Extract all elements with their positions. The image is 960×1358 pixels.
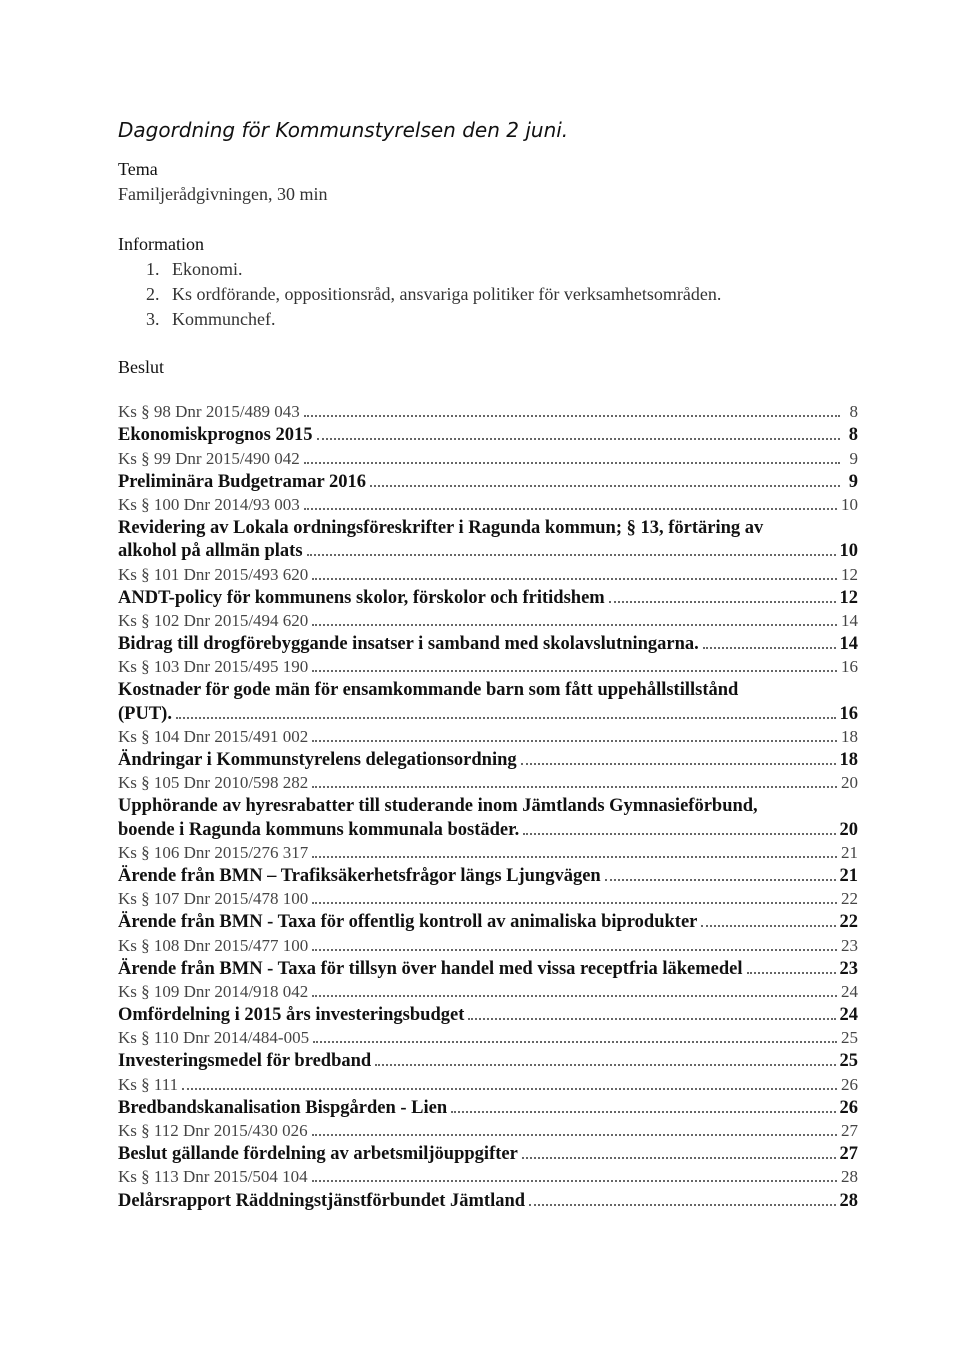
- toc-leader-dots: [312, 740, 837, 742]
- toc-leader-dots: [312, 902, 837, 904]
- toc-leader-dots: [609, 601, 836, 603]
- toc-title-text: Delårsrapport Räddningstjänstförbundet Jämtland: [118, 1190, 526, 1211]
- toc-page-number: 23: [839, 958, 858, 979]
- toc-page-number: 8: [849, 402, 858, 422]
- toc-ks-reference: Ks § 106 Dnr 2015/276 317: [118, 842, 309, 862]
- toc-ks-reference: Ks § 98 Dnr 2015/489 043: [118, 402, 300, 422]
- toc-title-text: Bredbandskanalisation Bispgården - Lien: [118, 1097, 448, 1118]
- toc-leader-dots: [312, 786, 837, 788]
- toc-page-number: 26: [839, 1097, 858, 1118]
- toc-page-number: 8: [848, 425, 858, 446]
- toc-title-text: Upphörande av hyresrabatter till studerande inom Jämtlands Gymnasieförbund,: [118, 796, 758, 817]
- tema-label: Tema: [118, 159, 158, 179]
- toc-title-text: Bidrag till drogförebyggande insatser i samband med skolavslutningarna.: [118, 634, 699, 655]
- toc-title-row: [118, 539, 858, 562]
- toc-ks-reference: Ks § 113 Dnr 2015/504 104: [118, 1167, 308, 1187]
- toc-page-number: 18: [841, 726, 858, 746]
- toc-leader-dots: [451, 1111, 835, 1113]
- toc-page-number: 26: [841, 1074, 858, 1094]
- toc-ks-reference: Ks § 110 Dnr 2014/484-005: [118, 1028, 310, 1048]
- toc-title-row: [118, 632, 858, 655]
- toc-leader-dots: [522, 1157, 836, 1159]
- toc-ks-row: [118, 1165, 858, 1188]
- toc-leader-dots: [304, 415, 840, 417]
- toc-leader-dots: [312, 624, 837, 626]
- information-item-number: 3.: [146, 309, 160, 329]
- toc-title-row-continued: [118, 678, 858, 701]
- toc-title-row: [118, 748, 858, 771]
- toc-ks-row: [118, 493, 858, 516]
- toc-page-number: 23: [841, 935, 858, 955]
- toc-ks-row: [118, 1026, 858, 1049]
- toc-leader-dots: [375, 1064, 835, 1066]
- toc-title-text: Preliminära Budgetramar 2016: [118, 471, 367, 492]
- beslut-table-of-contents: [118, 400, 858, 1212]
- toc-leader-dots: [307, 554, 836, 556]
- toc-ks-row: [118, 980, 858, 1003]
- toc-ks-row: [118, 609, 858, 632]
- toc-leader-dots: [370, 485, 840, 487]
- toc-ks-row: [118, 887, 858, 910]
- toc-leader-dots: [304, 508, 837, 510]
- toc-title-text: Ekonomiskprognos 2015: [118, 425, 313, 446]
- toc-ks-row: [118, 1072, 858, 1095]
- toc-ks-row: [118, 933, 858, 956]
- toc-ks-reference: Ks § 112 Dnr 2015/430 026: [118, 1121, 308, 1140]
- toc-page-number: 24: [841, 981, 858, 1001]
- toc-title-text: Ärende från BMN - Taxa för offentlig kontroll av animaliska biprodukter: [118, 912, 698, 933]
- toc-title-text: boende i Ragunda kommuns kommunala bostäder.: [118, 819, 520, 840]
- toc-leader-dots: [312, 856, 837, 858]
- toc-title-row: [118, 1003, 858, 1026]
- toc-title-row: [118, 910, 858, 933]
- toc-title-row-continued: [118, 794, 858, 817]
- toc-page-number: 10: [841, 494, 858, 514]
- toc-ks-row: [118, 400, 858, 423]
- toc-ks-reference: Ks § 100 Dnr 2014/93 003: [118, 494, 300, 514]
- toc-page-number: 12: [839, 587, 858, 608]
- toc-page-number: 20: [841, 773, 858, 793]
- toc-title-text: alkohol på allmän plats: [118, 541, 303, 562]
- toc-title-text: Ärende från BMN - Taxa för tillsyn över handel med vissa receptfria läkemedel: [118, 958, 743, 979]
- toc-ks-row: [118, 562, 858, 585]
- information-item-text: Ks ordförande, oppositionsråd, ansvariga politiker för verksamhetsområden.: [172, 284, 722, 304]
- toc-leader-dots: [468, 1018, 835, 1020]
- information-item-number: 1.: [146, 259, 160, 279]
- toc-title-row: [118, 1049, 858, 1072]
- toc-leader-dots: [182, 1088, 837, 1090]
- toc-title-row: [118, 1188, 858, 1211]
- toc-ks-reference: Ks § 104 Dnr 2015/491 002: [118, 726, 309, 746]
- toc-page-number: 18: [839, 750, 858, 770]
- toc-page-number: 25: [839, 1051, 858, 1072]
- toc-page-number: 22: [839, 912, 858, 933]
- toc-page-number: 21: [839, 865, 858, 886]
- toc-page-number: 28: [841, 1167, 858, 1187]
- beslut-label: Beslut: [118, 357, 165, 377]
- toc-title-text: Beslut gällande fördelning av arbetsmiljöuppgifter: [118, 1144, 518, 1165]
- toc-page-number: 20: [839, 819, 858, 840]
- toc-leader-dots: [317, 438, 841, 440]
- toc-title-row: [118, 470, 858, 493]
- toc-title-row: [118, 1096, 858, 1119]
- toc-leader-dots: [176, 717, 836, 719]
- toc-title-text: Ändringar i Kommunstyrelens delegationsordning: [118, 750, 517, 770]
- toc-leader-dots: [312, 578, 837, 580]
- toc-title-text: (PUT).: [118, 703, 172, 724]
- tema-item: Familjerådgivningen, 30 min: [118, 184, 328, 204]
- toc-page-number: 14: [841, 610, 858, 630]
- toc-leader-dots: [523, 833, 835, 835]
- toc-ks-reference: Ks § 99 Dnr 2015/490 042: [118, 448, 300, 468]
- information-item-text: Ekonomi.: [172, 259, 243, 279]
- toc-ks-row: [118, 446, 858, 469]
- toc-ks-row: [118, 771, 858, 794]
- toc-title-row: [118, 957, 858, 980]
- toc-leader-dots: [605, 879, 836, 881]
- toc-leader-dots: [312, 1180, 837, 1182]
- toc-page-number: 21: [841, 842, 858, 862]
- toc-ks-row: [118, 725, 858, 748]
- toc-leader-dots: [521, 763, 836, 765]
- toc-page-number: 22: [841, 889, 858, 909]
- toc-ks-reference: Ks § 105 Dnr 2010/598 282: [118, 773, 309, 793]
- toc-title-text: Kostnader för gode män för ensamkommande barn som fått uppehållstillstånd: [118, 680, 739, 701]
- toc-title-row: [118, 864, 858, 887]
- information-item-text: Kommunchef.: [172, 309, 276, 329]
- toc-title-text: ANDT-policy för kommunens skolor, förskolor och fritidshem: [118, 587, 605, 608]
- toc-leader-dots: [703, 647, 836, 649]
- toc-title-row: [118, 817, 858, 840]
- toc-page-number: 16: [839, 703, 858, 724]
- toc-page-number: 16: [841, 657, 858, 677]
- toc-page-number: 24: [839, 1005, 858, 1026]
- toc-page-number: 27: [841, 1121, 858, 1140]
- toc-title-row: [118, 701, 858, 724]
- toc-ks-reference: Ks § 103 Dnr 2015/495 190: [118, 657, 309, 677]
- information-label: Information: [118, 234, 204, 254]
- toc-title-text: Revidering av Lokala ordningsföreskrifter i Ragunda kommun; § 13, förtäring av: [118, 518, 764, 539]
- toc-leader-dots: [701, 925, 835, 927]
- toc-page-number: 28: [839, 1190, 858, 1211]
- toc-title-row: [118, 586, 858, 609]
- toc-ks-row: [118, 1119, 858, 1142]
- toc-leader-dots: [529, 1204, 835, 1206]
- toc-title-text: Investeringsmedel för bredband: [118, 1051, 372, 1072]
- toc-ks-reference: Ks § 107 Dnr 2015/478 100: [118, 889, 309, 909]
- toc-title-row: [118, 423, 858, 446]
- toc-title-text: Ärende från BMN – Trafiksäkerhetsfrågor längs Ljungvägen: [118, 865, 601, 886]
- toc-ks-reference: Ks § 101 Dnr 2015/493 620: [118, 564, 309, 584]
- page-heading: Dagordning för Kommunstyrelsen den 2 juni.: [118, 118, 569, 142]
- toc-leader-dots: [313, 1041, 837, 1043]
- toc-leader-dots: [312, 1134, 837, 1136]
- toc-title-text: Omfördelning i 2015 års investeringsbudget: [118, 1005, 465, 1026]
- toc-page-number: 14: [839, 634, 858, 655]
- toc-page-number: 9: [848, 471, 858, 492]
- toc-title-row: [118, 1142, 858, 1165]
- toc-ks-row: [118, 655, 858, 678]
- toc-leader-dots: [312, 670, 837, 672]
- toc-page-number: 25: [841, 1028, 858, 1048]
- information-item-number: 2.: [146, 284, 160, 304]
- toc-leader-dots: [312, 995, 837, 997]
- toc-title-row-continued: [118, 516, 858, 539]
- toc-ks-reference: Ks § 109 Dnr 2014/918 042: [118, 981, 309, 1001]
- toc-page-number: 12: [841, 564, 858, 584]
- toc-ks-reference: Ks § 111: [118, 1074, 179, 1094]
- toc-ks-row: [118, 841, 858, 864]
- toc-leader-dots: [312, 949, 837, 951]
- toc-ks-reference: Ks § 108 Dnr 2015/477 100: [118, 935, 309, 955]
- toc-page-number: 9: [849, 448, 858, 468]
- toc-page-number: 27: [839, 1144, 858, 1165]
- toc-ks-reference: Ks § 102 Dnr 2015/494 620: [118, 610, 309, 630]
- toc-page-number: 10: [839, 541, 858, 562]
- toc-leader-dots: [747, 972, 836, 974]
- toc-leader-dots: [304, 462, 840, 464]
